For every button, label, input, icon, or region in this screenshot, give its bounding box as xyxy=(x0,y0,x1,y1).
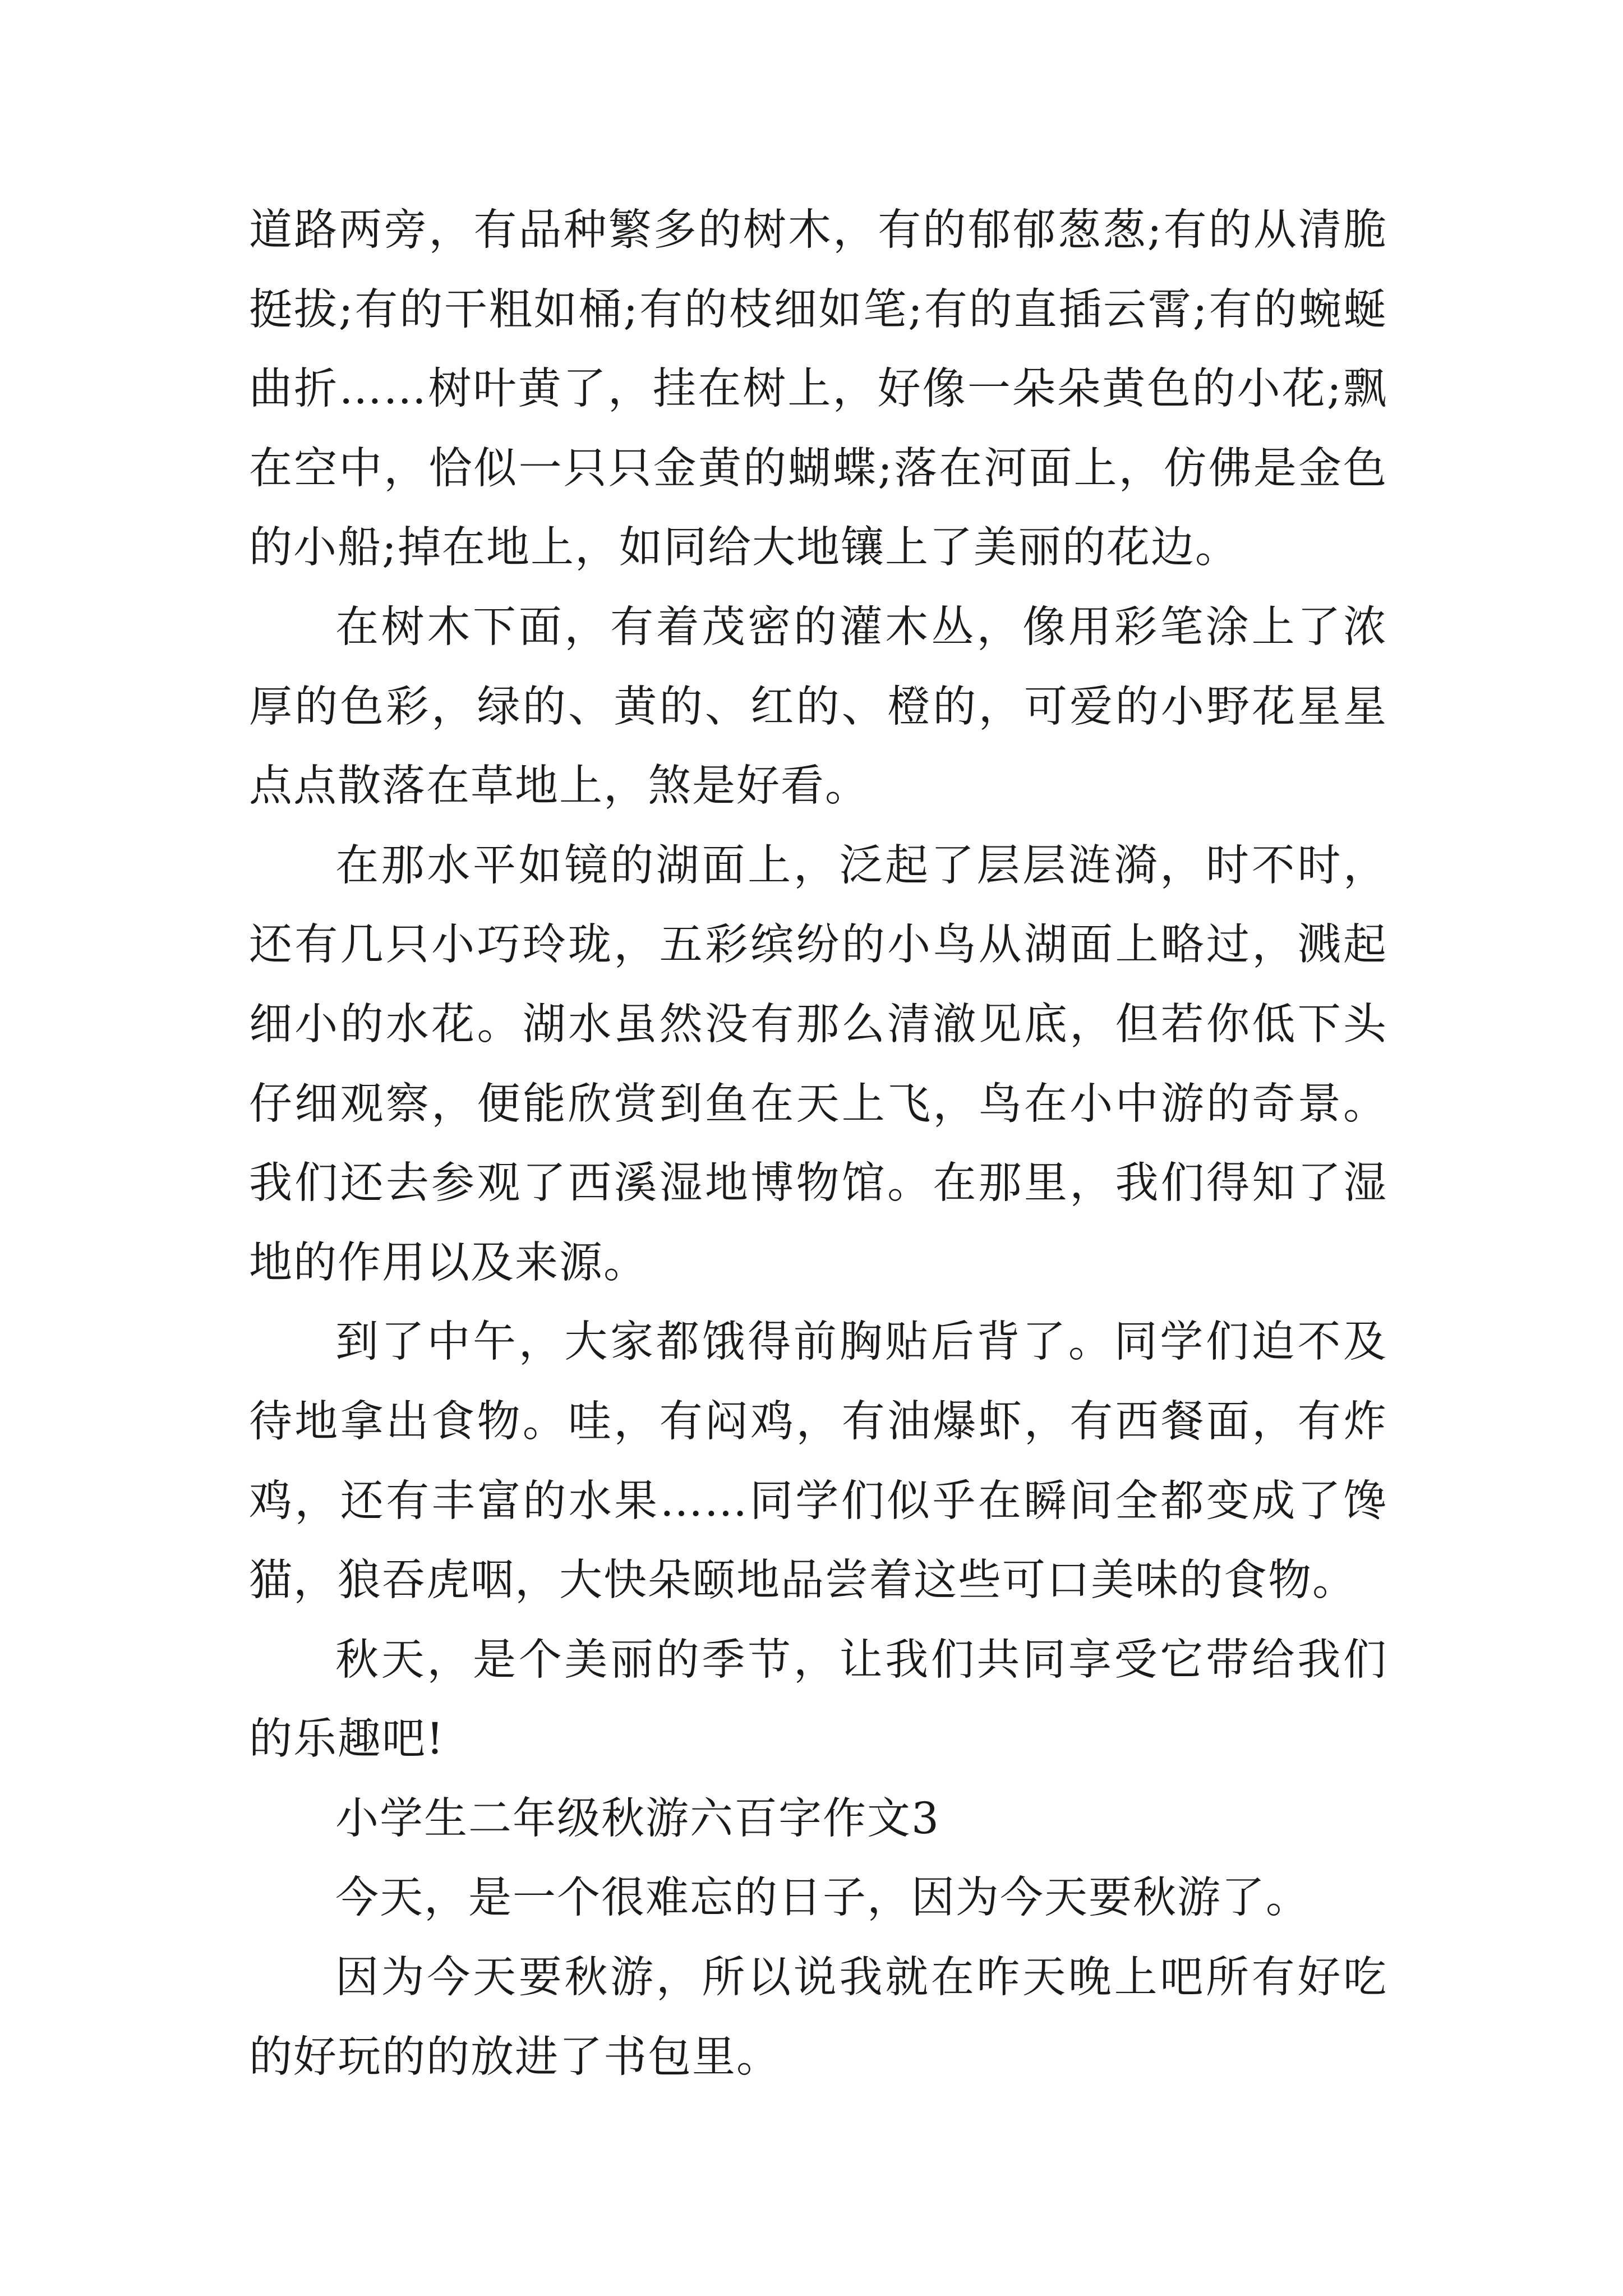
paragraph-trees: 道路两旁，有品种繁多的树木，有的郁郁葱葱;有的从清脆挺拔;有的干粗如桶;有的枝细如笔;有的直插云霄;有的蜿蜒曲折……树叶黄了，挂在树上，好像一朵朵黄色的小花;飘在空中，恰似一只只金黄的蝴蝶;落在河面上，仿佛是金色的小船;掉在地上，如同给大地镶上了美丽的花边。 xyxy=(249,205,1387,573)
paragraph-lake: 在那水平如镜的湖面上，泛起了层层涟漪，时不时，还有几只小巧玲珑，五彩缤纷的小鸟从湖面上略过，溅起细小的水花。湖水虽然没有那么清澈见底，但若你低下头仔细观察，便能欣赏到鱼在天上飞，鸟在小中游的奇景。我们还去参观了西溪湿地博物馆。在那里，我们得知了湿地的作用以及来源。 xyxy=(249,840,1387,1288)
paragraph-lunch: 到了中午，大家都饿得前胸贴后背了。同学们迫不及待地拿出食物。哇，有闷鸡，有油爆虾，有西餐面，有炸鸡，还有丰富的水果……同学们似乎在瞬间全都变成了馋猫，狼吞虎咽，大快朵颐地品尝着这些可口美味的食物。 xyxy=(249,1317,1387,1606)
paragraph-packing: 因为今天要秋游，所以说我就在昨天晚上吧所有好吃的好玩的的放进了书包里。 xyxy=(249,1953,1387,2082)
paragraph-today: 今天，是一个很难忘的日子，因为今天要秋游了。 xyxy=(335,1873,1310,1924)
paragraph-autumn: 秋天，是个美丽的季节，让我们共同享受它带给我们的乐趣吧! xyxy=(249,1635,1387,1765)
essay-title: 小学生二年级秋游六百字作文3 xyxy=(335,1793,940,1844)
document-page xyxy=(249,191,1387,2097)
paragraph-shrubs: 在树木下面，有着茂密的灌木丛，像用彩笔涂上了浓厚的色彩，绿的、黄的、红的、橙的，可爱的小野花星星点点散落在草地上，煞是好看。 xyxy=(249,602,1387,812)
